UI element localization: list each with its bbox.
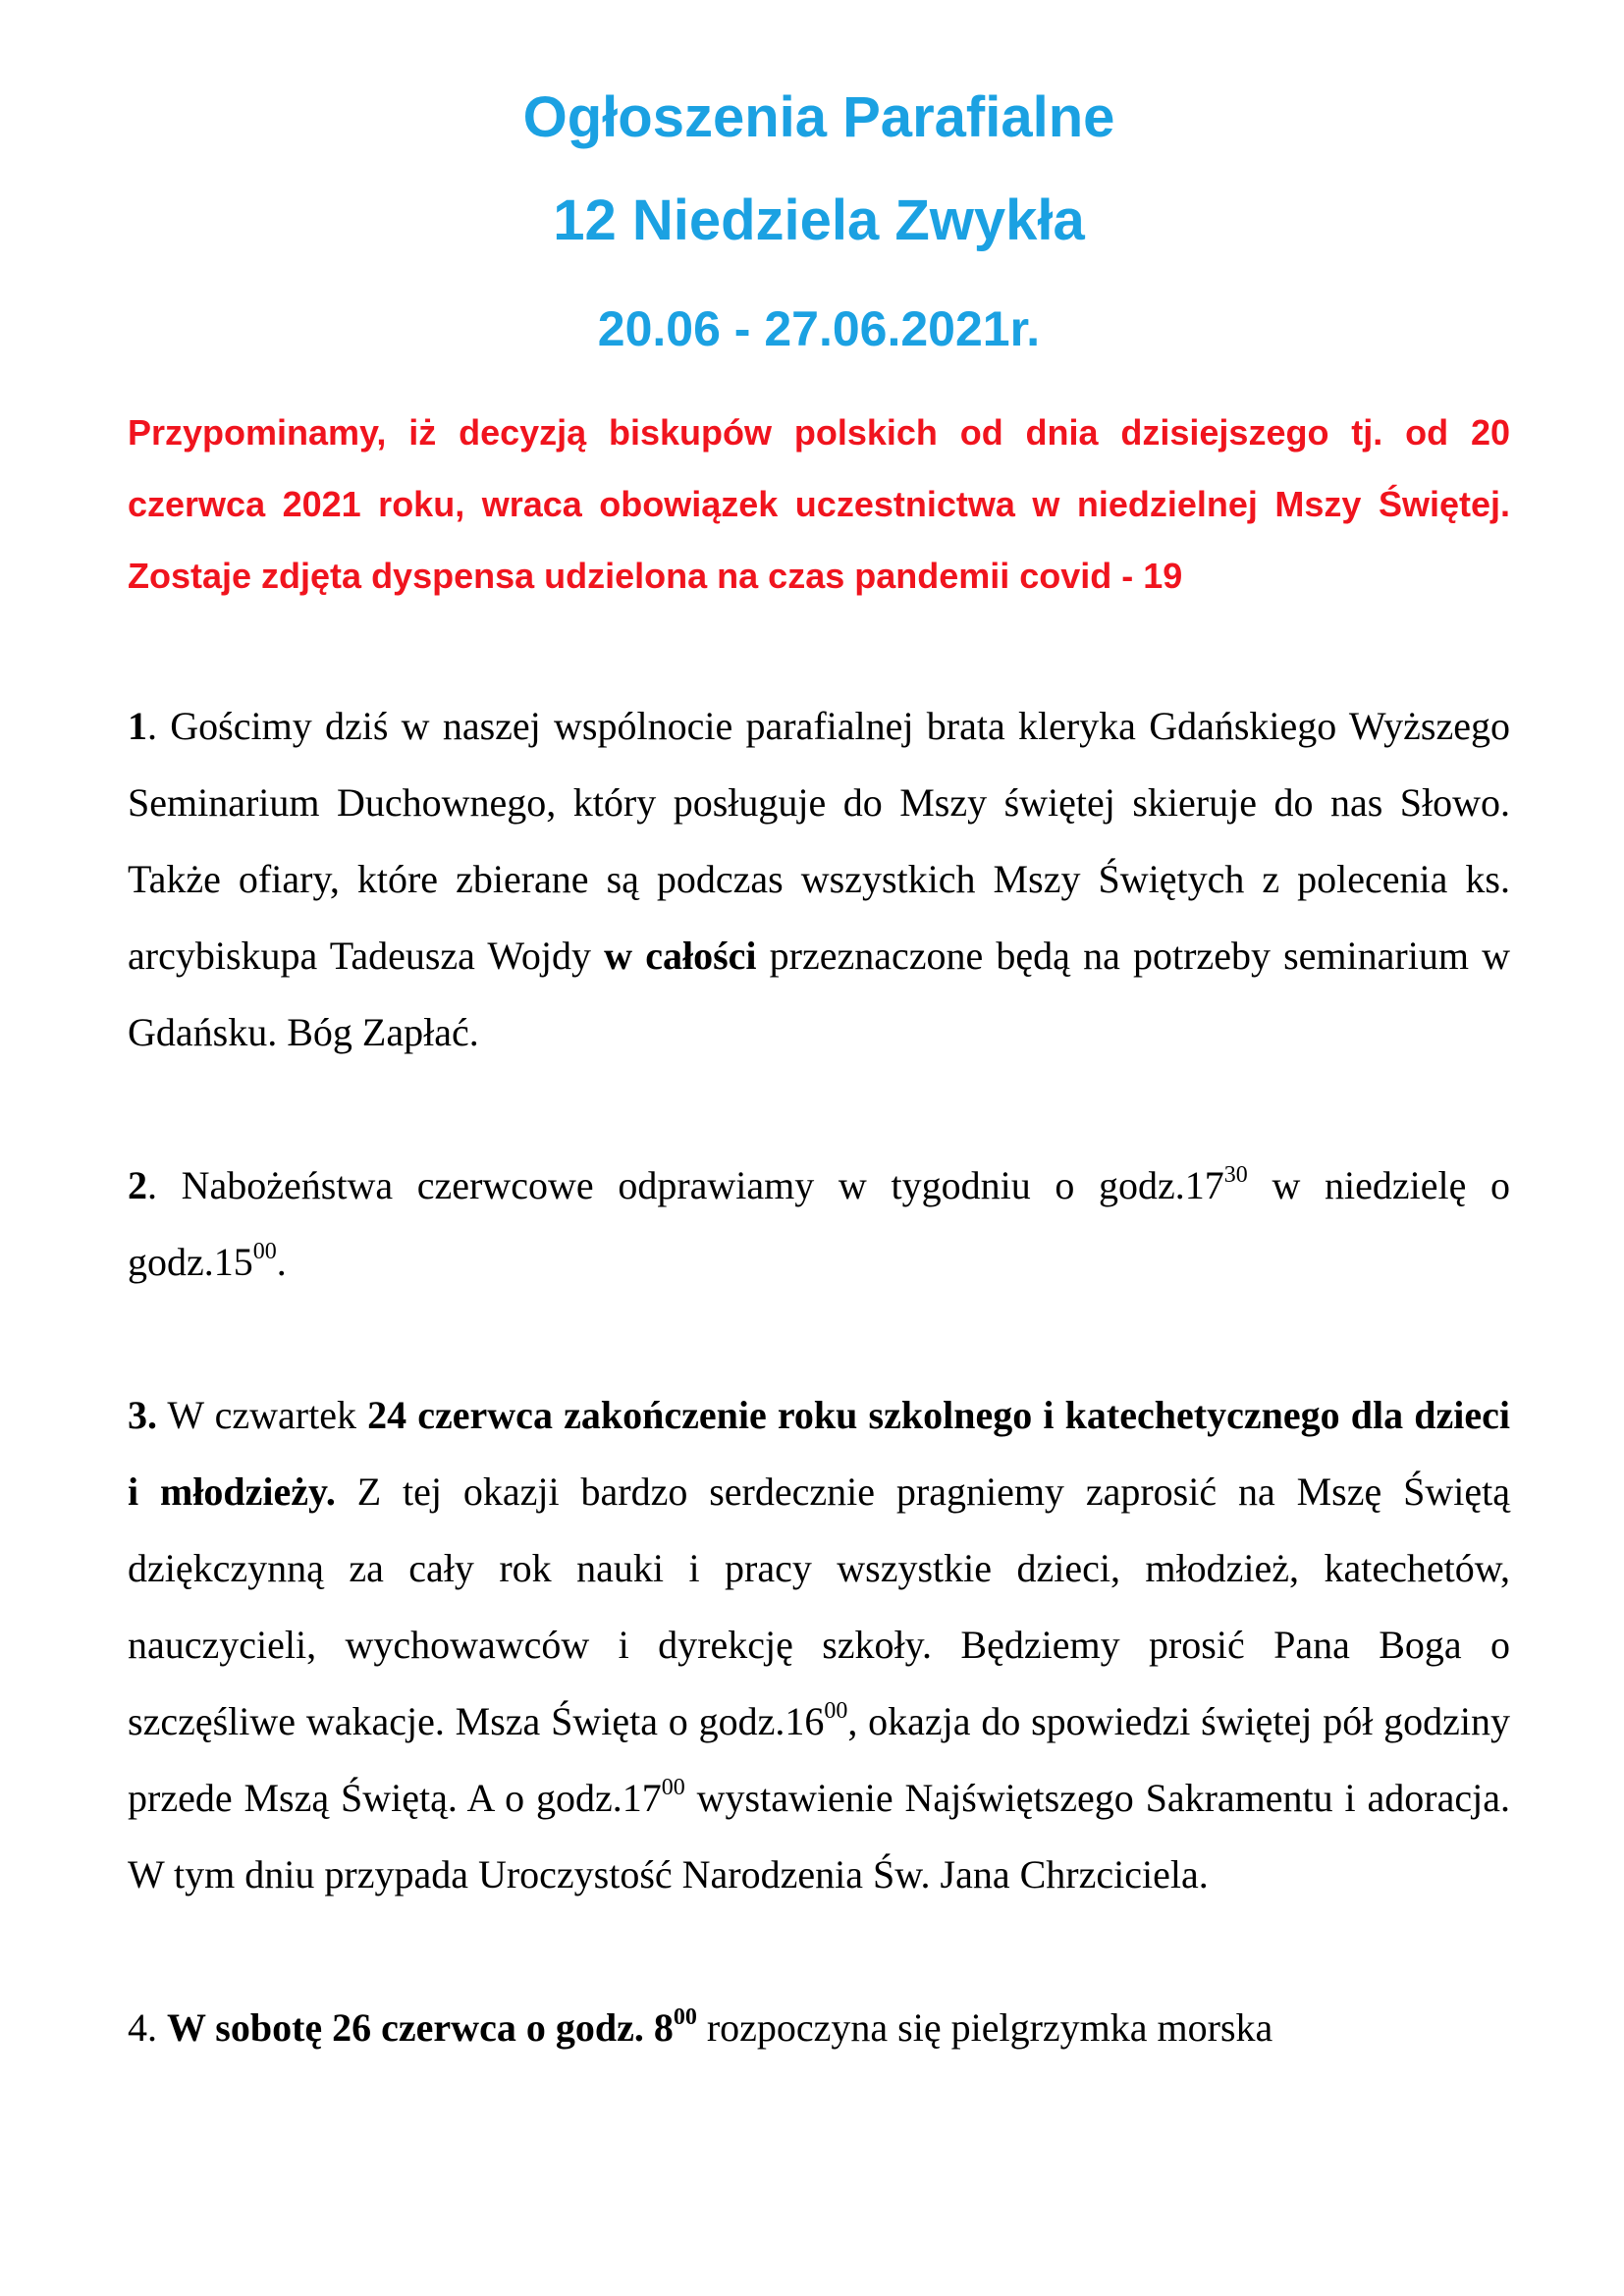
item-text: w niedzielę o godz.15 bbox=[128, 1163, 1511, 1284]
item-text: W czwartek bbox=[157, 1393, 368, 1437]
time-minutes: 00 bbox=[252, 1239, 277, 1264]
item-number: 3. bbox=[128, 1393, 157, 1437]
announcement-item-1 bbox=[128, 688, 1510, 1071]
item-number: 2 bbox=[128, 1163, 147, 1207]
page-title: Ogłoszenia Parafialne bbox=[522, 85, 1115, 149]
time-minutes: 00 bbox=[661, 1775, 685, 1800]
item-text: , okazja do spowiedzi świętej pół godziny przede Mszą Świętą. A o godz.17 bbox=[128, 1699, 1511, 1820]
time-minutes: 30 bbox=[1223, 1162, 1248, 1188]
item-number: 4. bbox=[128, 2005, 167, 2050]
item-text: przeznaczone będą na potrzeby seminarium w Gdańsku. Bóg Zapłać. bbox=[128, 934, 1510, 1054]
announcement-item-3 bbox=[128, 1377, 1510, 1913]
covid-notice: Przypominamy, iż decyzją biskupów polskich od dnia dzisiejszego tj. od 20 czerwca 2021 roku, wraca obowiązek uczestnictwa w niedzielnej Mszy Świętej. Zostaje zdjęta dyspensa udzielona na czas pandemii covid - 19 bbox=[128, 412, 1510, 596]
time-minutes: 00 bbox=[824, 1698, 848, 1724]
item-text: rozpoczyna się pielgrzymka morska bbox=[696, 2005, 1273, 2050]
date-range: 20.06 - 27.06.2021r. bbox=[597, 301, 1041, 356]
announcement-item-2 bbox=[128, 1148, 1510, 1301]
item-bold-text: w całości bbox=[604, 934, 757, 978]
item-text: Z tej okazji bardzo serdecznie pragniemy zaprosić na Mszę Świętą dziękczynną za cały rok nauki i pracy wszystkie dzieci, młodzież, katechetów, nauczycieli, wychowawców i dyrekcję szkoły. Będziemy prosić Pana Boga o szczęśliwe wakacje. Msza Święta o godz.16 bbox=[128, 1469, 1510, 1743]
announcement-item-4 bbox=[128, 1990, 1510, 2066]
item-text: wystawienie Najświętszego Sakramentu i adoracja. W tym dniu przypada Uroczystość Narodzenia Św. Jana Chrzciciela. bbox=[128, 1776, 1510, 1896]
item-text: . Nabożeństwa czerwcowe odprawiamy w tygodniu o godz.17 bbox=[147, 1163, 1224, 1207]
item-text: . bbox=[276, 1240, 287, 1284]
item-bold-text: W sobotę 26 czerwca o godz. 8 bbox=[167, 2005, 674, 2050]
item-text: . Gościmy dziś w naszej wspólnocie parafialnej brata kleryka Gdańskiego Wyższego Seminarium Duchownego, który posługuje do Mszy świętej skieruje do nas Słowo. Także ofiary, które zbierane są podczas wszystkich Mszy Świętych z polecenia ks. arcybiskupa Tadeusza Wojdy bbox=[128, 704, 1510, 978]
announcements-page bbox=[128, 69, 1510, 2066]
item-bold-text: 24 czerwca zakończenie roku szkolnego i katechetycznego dla dzieci i młodzieży. bbox=[128, 1393, 1510, 1514]
page-subtitle: 12 Niedziela Zwykła bbox=[553, 188, 1085, 252]
time-minutes: 00 bbox=[673, 2004, 697, 2030]
item-number: 1 bbox=[128, 704, 147, 748]
